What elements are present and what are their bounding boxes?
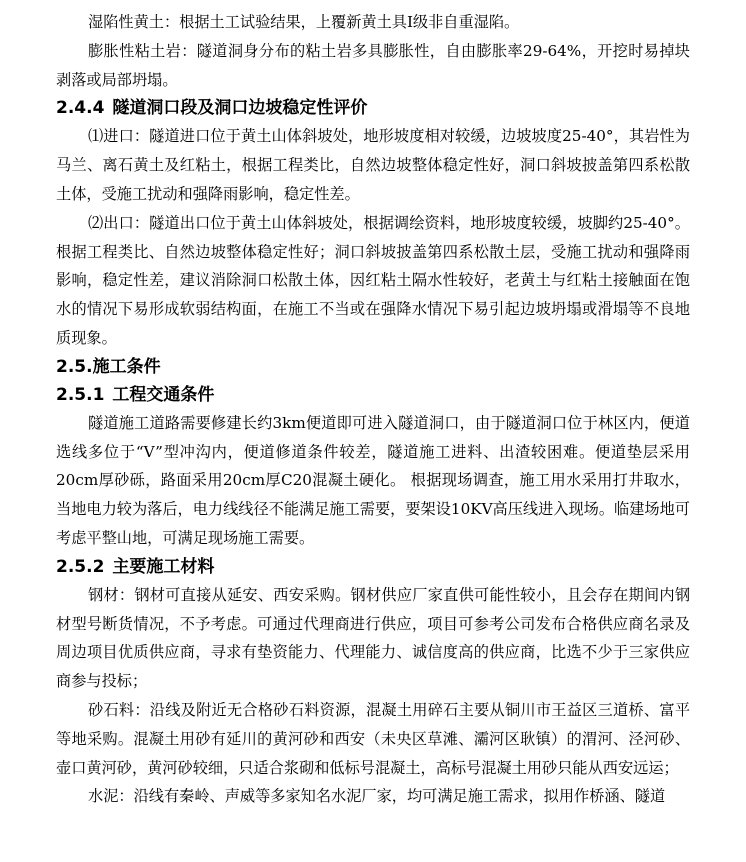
paragraph-expansive-clay: 膨胀性粘土岩：隧道洞身分布的粘土岩多具膨胀性，自由膨胀率29-64%，开挖时易掉块剥落或局部坍塌。 <box>56 41 690 89</box>
section-heading-2-5-1 <box>0 381 746 409</box>
paragraph-aggregate: 砂石料：沿线及附近无合格砂石料资源，混凝土用碎石主要从铜川市王益区三道桥、富平等地采购。混凝土用砂有延川的黄河砂和西安（未央区草滩、灞河区耿镇）的渭河、泾河砂、壶口黄河砂，黄河砂较细，只适合浆砌和低标号混凝土，高标号混凝土用砂只能从西安远运； <box>56 700 690 777</box>
section-heading-2-5-2 <box>0 553 746 581</box>
section-number: 2.4.4 <box>56 98 105 119</box>
paragraph-collapsible-loess: 湿陷性黄土：根据土工试验结果，上覆新黄土具Ⅰ级非自重湿陷。 <box>88 13 520 31</box>
paragraph-entrance: ⑴进口：隧道进口位于黄土山体斜坡处，地形坡度相对较缓，边坡坡度25-40°，其岩性为马兰、离石黄土及红粘土，根据工程类比，自然边坡整体稳定性好，洞口斜坡披盖第四系松散土体，受施工扰动和强降雨影响，稳定性差。 <box>56 127 690 203</box>
section-heading-2-4-4 <box>0 94 746 122</box>
section-heading-2-5 <box>0 353 746 381</box>
paragraph-steel: 钢材：钢材可直接从延安、西安采购。钢材供应厂家直供可能性较小，且会存在期间内钢材型号断货情况，不予考虑。可通过代理商进行供应，项目可参考公司发布合格供应商名录及周边项目优质供应商，寻求有垫资能力、代理能力、诚信度高的供应商，比选不少于三家供应商参与投标； <box>56 585 690 691</box>
paragraph-cement: 水泥：沿线有秦岭、声威等多家知名水泥厂家，均可满足施工需求，拟用作桥涵、隧道 <box>88 787 666 806</box>
section-title: 主要施工材料 <box>112 556 215 577</box>
section-title: 隧道洞口段及洞口边坡稳定性评价 <box>112 98 368 119</box>
section-title: 2.5.施工条件 <box>56 356 161 377</box>
section-title: 工程交通条件 <box>112 384 215 405</box>
section-number: 2.5.2 <box>56 556 105 577</box>
section-number: 2.5.1 <box>56 384 105 405</box>
paragraph-exit: ⑵出口：隧道出口位于黄土山体斜坡处，根据调绘资料，地形坡度较缓，坡脚约25-40°。根据工程类比、自然边坡整体稳定性好；洞口斜坡披盖第四系松散土层，受施工扰动和强降雨影响，稳定性差，建议消除洞口松散土体，因红粘土隔水性较好，老黄土与红粘土接触面在饱水的情况下易形成软弱结构面，在施工不当或在强降水情况下易引起边坡坍塌或滑塌等不良地质现象。 <box>56 213 690 347</box>
paragraph-traffic: 隧道施工道路需要修建长约3km便道即可进入隧道洞口，由于隧道洞口位于林区内，便道选线多位于“V”型冲沟内，便道修道条件较差，隧道施工进料、出渣较困难。便道垫层采用20cm厚砂砾，路面采用20cm厚C20混凝土硬化。 根据现场调查，施工用水采用打井取水，当地电力较为落后，电力线线径不能满足施工需要，要架设10KV高压线进入现场。临建场地可考虑平整山地，可满足现场施工需要。 <box>56 413 690 547</box>
